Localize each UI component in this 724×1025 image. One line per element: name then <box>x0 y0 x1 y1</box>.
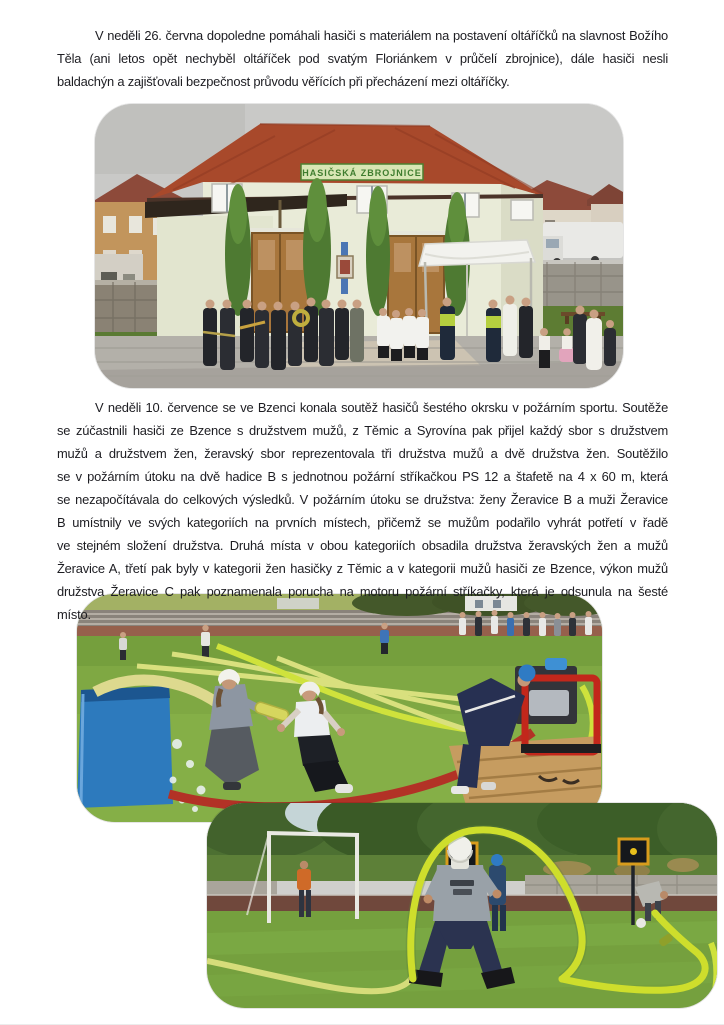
text-line: místo. <box>57 607 91 622</box>
photo-fire-attack-competition <box>77 594 602 822</box>
fire-station-sign <box>301 164 423 180</box>
text-line: baldachýn a zajišťovali bezpečnost průvodu věřících při přecházení mezi oltáříčky. <box>57 74 510 89</box>
text-line: ve stejném složení družstva. Druhá místa v obou kategoriích obsadila družstva žeravských žen a mužů <box>57 538 668 553</box>
text-line: Těla (ani letos opět nechyběl oltáříček pod svatým Floriánkem v průčelí zbrojnice), dále hasiči nesli <box>57 51 668 66</box>
water-tank <box>77 686 173 808</box>
text-line: Žeravice A, třetí pak byly v kategorii žen hasičky z Těmic a v kategorii mužů hasiči ze Bzence, výkon mužů <box>57 561 668 576</box>
text-line: se zúčastnili hasiči ze Bzence s družstvem mužů, z Těmic a Syrovína pak přijel každý sbor s družstvem <box>57 423 668 438</box>
text-line: se nezapočítávala do celkových výsledků. V požárním útoku se družstva: ženy Žeravice B a muži Žeravice <box>57 492 668 507</box>
bystander-orange <box>297 861 311 917</box>
text-line: mužů a družstvem žen, žeravský sbor reprezentovala tři družstva mužů a dvě družstva žen. Soutěžilo <box>57 446 668 461</box>
paragraph-procession <box>57 24 668 93</box>
photo-fire-station-procession <box>95 104 623 388</box>
text-line: V neděli 26. června dopoledne pomáhali hasiči s materiálem na postavení oltáříčků na slavnost Božího <box>95 28 668 43</box>
sign-text: HASIČSKÁ ZBROJNICE <box>302 168 422 178</box>
text-line: se v požárním útoku na dvě hadice B s jednotnou požární stříkačkou PS 12 a štafetě na 4 x 60 m, která <box>57 469 668 484</box>
photo-hose-arc-field <box>207 803 717 1008</box>
text-line: B umístnily ve svých kategoriích na prvních místech, přičemž se mužům podařilo vyhrát potřetí v řadě <box>57 515 668 530</box>
text-line: družstva Žeravice C pak poznamenala porucha na motoru požární stříkačky, která je odsunula na šesté <box>57 584 668 599</box>
paragraph-competition <box>57 396 668 626</box>
text-line: V neděli 10. července se ve Bzenci konala soutěž hasičů šestého okrsku v požárním sportu. Soutěže <box>95 400 668 415</box>
